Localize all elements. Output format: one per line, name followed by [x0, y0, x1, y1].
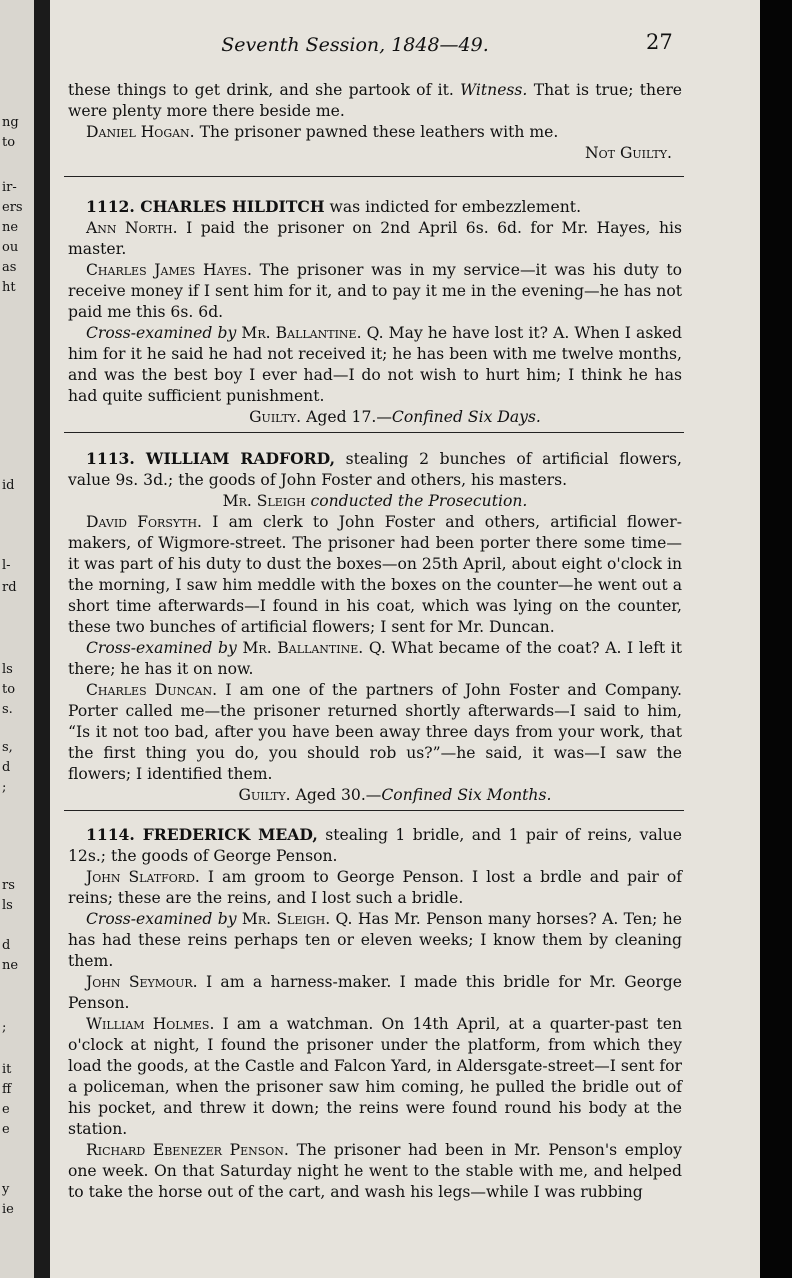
- case-heading: 1112. CHARLES HILDITCH: [86, 197, 325, 216]
- verdict: Guilty.: [238, 786, 291, 804]
- witness-name: Richard Ebenezer Penson.: [86, 1141, 289, 1159]
- testimony: Q. What became of the coat? A. I left it there; he has it on now.: [68, 639, 682, 678]
- gutter-fragment: d: [2, 938, 11, 953]
- sentence: Aged 30.—: [295, 786, 382, 804]
- case-divider: [64, 810, 684, 811]
- counsel-name: Mr. Ballantine.: [242, 639, 364, 657]
- gutter-fragment: as: [2, 260, 17, 275]
- cross-exam-label: Cross-examined by: [86, 324, 237, 342]
- gutter-fragment: ;: [2, 780, 7, 795]
- gutter-fragment: ls: [2, 662, 13, 677]
- case-1112: [68, 196, 682, 428]
- prosecution-note: conducted the Prosecution.: [310, 492, 528, 510]
- testimony: Q. May he have lost it? A. When I asked him for it he said he had not received it; he has been with me twelve months, and was the best boy I ever had—I do not wish to hurt him; I think he has had quite sufficient punishment.: [68, 324, 682, 405]
- gutter-fragment: to: [2, 135, 16, 150]
- verdict: Guilty.: [249, 408, 302, 426]
- verdict: Not Guilty.: [585, 144, 672, 162]
- counsel-name: Mr. Sleigh: [222, 492, 306, 510]
- witness-label: Witness.: [460, 81, 528, 99]
- book-page: [50, 0, 760, 1278]
- witness-name: Daniel Hogan.: [86, 123, 195, 141]
- case-1113: [68, 448, 682, 806]
- witness-name: John Slatford.: [86, 868, 200, 886]
- case-charge: stealing 1 bridle, and 1 pair of reins, value 12s.; the goods of George Penson.: [68, 826, 682, 865]
- counsel-name: Mr. Sleigh.: [241, 910, 331, 928]
- gutter-fragment: ou: [2, 240, 19, 255]
- cross-exam-label: Cross-examined by: [86, 639, 237, 657]
- testimony: I am clerk to John Foster and others, artificial flower-makers, of Wigmore-street. The prisoner had been porter there some time—it was part of his duty to dust the boxes—on 25th April, about eight o'clock in the morning, I saw him meddle with the boxes on the counter—he went out a short time afterwards—I found in his coat, which was lying on the counter, these two bunches of artificial flowers; I sent for Mr. Duncan.: [68, 513, 682, 636]
- testimony: I am one of the partners of John Foster and Company. Porter called me—the prisoner returned shortly afterwards—I said to him, “Is it not too bad, after you have been away three days from your work, that the first thing you do, you should rob us?”—he said, it was—I saw the flowers; I identified them.: [68, 681, 682, 783]
- facing-page-gutter: [0, 0, 34, 1278]
- sentence: Aged 17.—: [306, 408, 392, 426]
- gutter-fragment: ht: [2, 280, 16, 295]
- gutter-fragment: y: [2, 1182, 10, 1197]
- testimony: The prisoner had been in Mr. Penson's employ one week. On that Saturday night he went to the stable with me, and helped to take the horse out of the cart, and wash his legs—while I was rubbing: [68, 1141, 682, 1201]
- gutter-fragment: ;: [2, 1020, 7, 1035]
- witness-name: Charles Duncan.: [86, 681, 218, 699]
- witness-name: William Holmes.: [86, 1015, 215, 1033]
- testimony: The prisoner pawned these leathers with me.: [199, 123, 559, 141]
- gutter-fragment: ne: [2, 220, 19, 235]
- testimony: I paid the prisoner on 2nd April 6s. 6d. for Mr. Hayes, his master.: [68, 219, 682, 258]
- case-1114: [68, 824, 682, 1203]
- gutter-fragment: ir-: [2, 180, 17, 195]
- page-edge-shadow: [760, 0, 792, 1278]
- gutter-fragment: id: [2, 478, 15, 493]
- gutter-fragment: l-: [2, 558, 11, 573]
- case-divider: [64, 176, 684, 177]
- gutter-fragment: ls: [2, 898, 13, 913]
- gutter-fragment: ers: [2, 200, 23, 215]
- gutter-fragment: s.: [2, 702, 13, 717]
- page-number: 27: [646, 30, 673, 54]
- witness-name: Ann North.: [86, 219, 178, 237]
- gutter-fragment: e: [2, 1122, 10, 1137]
- top-block: [68, 80, 682, 164]
- case-heading: 1113. WILLIAM RADFORD,: [86, 449, 336, 468]
- case-charge: was indicted for embezzlement.: [329, 198, 582, 216]
- case-heading: 1114. FREDERICK MEAD,: [86, 825, 318, 844]
- sentence: Confined Six Days.: [391, 408, 541, 426]
- witness-name: David Forsyth.: [86, 513, 203, 531]
- gutter-fragment: s,: [2, 740, 13, 755]
- gutter-fragment: to: [2, 682, 16, 697]
- gutter-fragment: e: [2, 1102, 10, 1117]
- book-fold-shadow: [34, 0, 50, 1278]
- case-divider: [64, 432, 684, 433]
- text-line: That is true; there were plenty more there beside me.: [68, 81, 682, 120]
- witness-name: Charles James Hayes.: [86, 261, 252, 279]
- testimony: Q. Has Mr. Penson many horses? A. Ten; he has had these reins perhaps ten or eleven weeks; I know them by cleaning them.: [68, 910, 682, 970]
- case-charge: stealing 2 bunches of artificial flowers, value 9s. 3d.; the goods of John Foster and others, his masters.: [68, 450, 682, 489]
- testimony: I am groom to George Penson. I lost a brdle and pair of reins; these are the reins, and I lost such a bridle.: [68, 868, 682, 907]
- counsel-name: Mr. Ballantine.: [241, 324, 362, 342]
- cross-exam-label: Cross-examined by: [86, 910, 237, 928]
- testimony: I am a harness-maker. I made this bridle for Mr. George Penson.: [68, 973, 682, 1012]
- gutter-fragment: rs: [2, 878, 15, 893]
- gutter-fragment: rd: [2, 580, 17, 595]
- testimony: The prisoner was in my service—it was his duty to receive money if I sent him for it, and to pay it me in the evening—he has not paid me this 6s. 6d.: [68, 261, 682, 321]
- text-line: these things to get drink, and she partook of it.: [68, 81, 454, 99]
- gutter-fragment: ie: [2, 1202, 14, 1217]
- gutter-fragment: ne: [2, 958, 19, 973]
- sentence: Confined Six Months.: [381, 786, 552, 804]
- running-title: Seventh Session, 1848—49.: [221, 34, 489, 56]
- gutter-fragment: d: [2, 760, 11, 775]
- gutter-fragment: ng: [2, 115, 19, 130]
- testimony: I am a watchman. On 14th April, at a quarter-past ten o'clock at night, I found the prisoner under the platform, from which they load the goods, at the Castle and Falcon Yard, in Aldersgate-street—I sent for a policeman, when the prisoner saw him coming, he pulled the bridle out of his pocket, and threw it down; the reins were found round his body at the station.: [68, 1015, 682, 1138]
- gutter-fragment: ff: [2, 1082, 12, 1097]
- gutter-fragment: it: [2, 1062, 12, 1077]
- witness-name: John Seymour.: [86, 973, 198, 991]
